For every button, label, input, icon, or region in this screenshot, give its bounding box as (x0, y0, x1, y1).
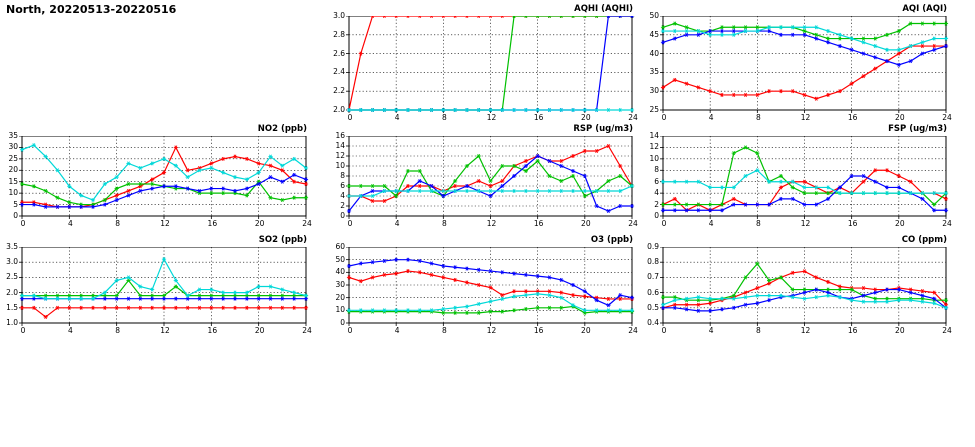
y-tick-label: 10 (8, 188, 18, 198)
y-tick-label: 1.0 (6, 318, 18, 327)
x-tick-label: 20 (254, 219, 265, 228)
x-tick-label: 12 (486, 326, 497, 335)
y-tick-label: 45 (649, 29, 659, 39)
y-tick-label: 0 (340, 211, 345, 220)
chart-canvas-so2 (0, 247, 314, 341)
x-tick-label: 16 (207, 326, 218, 335)
chart-panel-aqi (649, 4, 952, 126)
x-tick-label: 8 (441, 219, 447, 228)
x-tick-label: 12 (800, 113, 811, 122)
y-tick-label: 30 (8, 142, 18, 152)
x-tick-label: 0 (347, 113, 353, 122)
y-tick-label: 1.5 (6, 302, 18, 312)
chart-title-o3: O3 (ppb) (590, 235, 633, 245)
x-tick-label: 4 (67, 326, 73, 335)
x-tick-label: 24 (302, 219, 312, 228)
y-tick-label: 50 (335, 254, 345, 264)
x-tick-label: 24 (628, 113, 638, 122)
x-tick-label: 16 (207, 219, 218, 228)
chart-panel-so2 (6, 235, 312, 339)
chart-title-aqi: AQI (AQI) (902, 4, 947, 14)
y-tick-label: 12 (335, 151, 345, 160)
chart-panel-aqhi (333, 4, 638, 126)
y-tick-label: 2.0 (333, 105, 345, 114)
y-tick-label: 4 (654, 188, 659, 198)
x-tick-label: 4 (394, 219, 400, 228)
chart-panel-o3 (335, 235, 638, 339)
x-tick-label: 20 (581, 113, 591, 122)
y-tick-label: 2.6 (333, 48, 345, 58)
chart-title-so2: SO2 (ppb) (258, 235, 307, 245)
x-tick-label: 24 (942, 113, 952, 122)
y-tick-label: 3.0 (333, 11, 345, 20)
y-tick-label: 2.5 (6, 272, 18, 282)
series-line-fsp-day2 (663, 147, 946, 204)
x-tick-label: 24 (942, 326, 952, 335)
x-tick-label: 16 (533, 326, 544, 335)
y-tick-label: 15 (8, 176, 18, 186)
x-tick-label: 12 (486, 219, 497, 228)
chart-title-co: CO (ppm) (901, 235, 947, 245)
x-tick-label: 20 (895, 113, 905, 122)
y-tick-label: 25 (8, 153, 18, 163)
x-tick-label: 16 (847, 326, 858, 335)
y-tick-label: 25 (649, 105, 659, 114)
x-tick-label: 24 (628, 326, 638, 335)
x-tick-label: 0 (20, 219, 26, 228)
x-tick-label: 16 (847, 219, 858, 228)
y-tick-label: 0.8 (647, 257, 659, 267)
y-tick-label: 2.8 (333, 29, 345, 39)
x-tick-label: 4 (67, 219, 73, 228)
x-tick-label: 0 (661, 219, 667, 228)
y-tick-label: 35 (649, 67, 659, 77)
y-tick-label: 0.7 (647, 272, 659, 282)
y-tick-label: 20 (335, 292, 345, 302)
chart-panel-fsp (649, 124, 952, 232)
y-tick-label: 3.5 (6, 242, 18, 251)
y-tick-label: 0 (340, 318, 345, 327)
y-tick-label: 0.4 (647, 318, 659, 327)
y-tick-label: 8 (654, 165, 659, 175)
y-tick-label: 0.5 (647, 302, 659, 312)
chart-panel-no2 (8, 124, 312, 232)
y-tick-label: 50 (649, 11, 659, 20)
chart-title-no2: NO2 (ppb) (257, 124, 307, 134)
x-tick-label: 20 (895, 219, 905, 228)
x-tick-label: 12 (800, 326, 811, 335)
x-tick-label: 4 (708, 219, 714, 228)
y-tick-label: 0.9 (647, 242, 659, 251)
y-tick-label: 6 (654, 176, 659, 186)
x-tick-label: 4 (708, 113, 714, 122)
y-tick-label: 14 (335, 141, 345, 150)
y-tick-label: 16 (335, 131, 345, 140)
y-tick-label: 2 (654, 199, 659, 209)
chart-panel-co (647, 235, 952, 339)
x-tick-label: 16 (533, 219, 544, 228)
y-tick-label: 4 (340, 191, 345, 200)
y-tick-label: 40 (335, 267, 345, 277)
page-title: North, 20220513-20220516 (6, 3, 177, 16)
y-tick-label: 0 (13, 211, 18, 220)
y-tick-label: 0.6 (647, 287, 659, 297)
chart-title-aqhi: AQHI (AQHI) (574, 4, 633, 14)
x-tick-label: 16 (847, 113, 858, 122)
chart-canvas-no2 (0, 136, 314, 234)
x-tick-label: 20 (895, 326, 905, 335)
x-tick-label: 0 (347, 219, 353, 228)
chart-title-rsp: RSP (ug/m3) (573, 124, 633, 134)
y-tick-label: 10 (335, 305, 345, 315)
x-tick-label: 8 (755, 219, 761, 228)
y-tick-label: 10 (335, 161, 345, 170)
x-tick-label: 16 (533, 113, 544, 122)
x-tick-label: 8 (755, 326, 761, 335)
x-tick-label: 4 (394, 326, 400, 335)
series-line-rsp-day2 (349, 156, 632, 196)
x-tick-label: 12 (486, 113, 497, 122)
y-tick-label: 40 (649, 48, 659, 58)
x-tick-label: 20 (254, 326, 265, 335)
y-tick-label: 2.4 (333, 67, 345, 77)
x-tick-label: 12 (160, 326, 170, 335)
y-tick-label: 10 (649, 153, 659, 163)
x-tick-label: 8 (115, 326, 121, 335)
y-tick-label: 8 (340, 171, 345, 180)
chart-panel-rsp (335, 124, 638, 232)
x-tick-label: 4 (394, 113, 400, 122)
x-tick-label: 8 (115, 219, 121, 228)
x-tick-label: 0 (347, 326, 353, 335)
y-tick-label: 35 (8, 131, 18, 140)
x-tick-label: 12 (160, 219, 170, 228)
y-tick-label: 30 (649, 86, 659, 96)
y-tick-label: 30 (335, 280, 345, 289)
x-tick-label: 12 (800, 219, 811, 228)
chart-canvas-aqhi (317, 16, 640, 128)
y-tick-label: 2.2 (333, 86, 345, 96)
x-tick-label: 20 (581, 326, 591, 335)
x-tick-label: 0 (20, 326, 26, 335)
x-tick-label: 0 (661, 326, 667, 335)
y-tick-label: 60 (335, 242, 345, 251)
y-tick-label: 6 (340, 181, 345, 190)
chart-canvas-aqi (631, 16, 954, 128)
chart-title-fsp: FSP (ug/m3) (888, 124, 947, 134)
y-tick-label: 2.0 (6, 287, 18, 297)
y-tick-label: 12 (649, 142, 659, 152)
x-tick-label: 0 (661, 113, 667, 122)
y-tick-label: 5 (13, 199, 18, 209)
x-tick-label: 20 (581, 219, 591, 228)
x-tick-label: 4 (708, 326, 714, 335)
x-tick-label: 8 (755, 113, 761, 122)
x-tick-label: 8 (441, 113, 447, 122)
x-tick-label: 24 (302, 326, 312, 335)
y-tick-label: 20 (8, 165, 18, 175)
y-tick-label: 14 (649, 131, 659, 140)
y-tick-label: 0 (654, 211, 659, 220)
x-tick-label: 8 (441, 326, 447, 335)
y-tick-label: 2 (340, 201, 345, 210)
y-tick-label: 3.0 (6, 257, 18, 267)
x-tick-label: 24 (942, 219, 952, 228)
x-tick-label: 24 (628, 219, 638, 228)
